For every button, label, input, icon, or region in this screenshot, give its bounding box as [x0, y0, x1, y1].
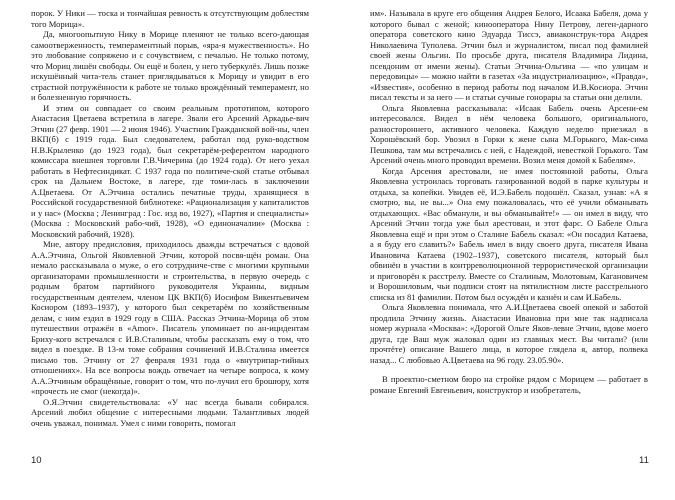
left-text-column	[31, 8, 309, 428]
page-number-right: 11	[639, 455, 649, 466]
paragraph: Когда Арсения арестовали, не имея постоянной работы, Ольга Яковлевна устроилась торговать газированной водой в парке культуры и отдыха, за копейки. Увидев её, И.Э.Бабель подошёл. Сказал, узнав: «А я смотрю, вы, не вы...» Она ему пожаловалась, что её учили обманывать отдыхающих. «Вас обманули, и вы обманывайте!» — он имел в виду, что Арсений Этчин тогда уже был арестован, и этот фарс. О Бабеле Ольга Яковлевна ещё и при этом о Сталине Бабель сказал: «Он посадил Катаева, а я буду его славить?» Бабель имел в виду своего друга, писателя Ивана Ивановича Катаева (1902–1937), советского писателя, который был обвинён в участии в контрреволюционной террористической организации и приговорён к расстрелу. Вместе со Сталиным, Молотовым, Кагановичем и Ворошиловым, чьи подписи стоят на пятилистном листе расстрельного списка из 81 фамилии. Потом был осуждён и казнён и сам И.Бабель.	[370, 165, 648, 302]
paragraph: О.Я.Этчин свидетельствовала: «У нас всегда бывали собирался. Арсений любил общение с интересными людьми. Талантливых людей очень уважал, понимал. Умел с ними говорить, помогал	[31, 396, 309, 428]
left-page	[0, 0, 337, 500]
section-gap	[370, 365, 648, 374]
paragraph: им». Называла в круге его общения Андрея Белого, Исаака Бабеля, дома у которого бывал с женой; кинооператора Нину Петрову, леген-дарного оператора советского кино Эдуарда Тиссэ, авиаконструк-тора Андрея Николаевича Туполева. Этчин был и журналистом, писал под фамилией своей жены Ольгин. По просьбе друга, писателя Владимира Лидина, псевдоним от имени жены). Статьи Этчина-Ольгина — «по улицам и передовицы» — можно найти в газетах «За индустриализацию», «Правда», «Известия», особенно в период работы под началом И.В.Косиора. Этчин писал тексты и за него — и статьи сучные гонорары за статьи они делили.	[370, 8, 648, 102]
paragraph: И этим он совпадает со своим реальным прототипом, которого Анастасия Цветаева встретила в лагере. Звали его Арсений Аркадье-вич Этчин (27 февр. 1901 — 2 июня 1946). Участник Гражданской вой-ны, член ВКП(б) с 1919 года. Был следователем, работал под руко-водством Н.В.Крыленко (до 1923 года), был секретарём-референтом народного комиссара внешнея торговли Г.В.Чичерина (до 1924 года). От него уехал работать в Нефтесиндикат. С 1937 года по политиче-ской статье отбывал срок на Дальнем Востоке, в лагере, где томи-лась в заключении А.Цветаева. От А.Этчина остались печатные труды, хранящиеся в Российской государственной библиотеке: «Рационализация у капиталистов и у нас» (Москва ; Ленинград : Гос. изд во, 1927), «Партия и специалисты» (Москва : Московский рабо-чий, 1928), «О единоначалии» (Москва : Московский рабочий, 1928).	[31, 102, 309, 239]
paragraph: Ольга Яковлевна рассказывала: «Исаак Бабель очень Арсени-ем интересовался. Видел в нём человека большого, оригинального, разностороннего, активного человека. Каждую неделю приезжал в Хорошёвский бор. Увозил в Горки к жене сына М.Горького, Мак-сима Пешкова, там мы встречались с ней, с Надеждой, невесткой Горького. Там Арсений очень много проводил времени. Возил меня домой к Бабелям».	[370, 102, 648, 165]
paragraph: Да, многоопытную Нику в Морице пленяют не только всего-дающая самоотверженность, темпераментный порыв, «яра-я мужественность». Но это любование сопряжено и с сочувствием, с печалью. Не только потому, что Мориц лишён свободы. Он ещё и болен, у него туберкулёз. Лишь позже искушённый чита-тель станет приглядываться к Морицу и увидит в его страстной потрyжённости к работе не только врождённый темперамент, но и болезненную горячность.	[31, 29, 309, 102]
right-page	[337, 0, 675, 500]
page-number-left: 10	[31, 455, 42, 466]
paragraph: Ольга Яковлевна понимала, что А.И.Цветаева своей опекой и заботой продлила Этчину жизнь. Анастасии Ивановна при мне так надписала номер журнала «Москва»: «Дорогой Ольге Яков-левне Этчин, вдове моего друга, где Ваш муж жаловал один из главных мест. Вы читали? (или прочтёте) описание Вашего лица, в которое глядела я, автор, полвека назад... С любовью А.Цветаева на 96 году. 23.05.90».	[370, 302, 648, 365]
paragraph: Мне, автору предисловия, приходилось дважды встречаться с вдовой А.А.Этчина, Ольгой Яковлевной Этчин, которой посвя-щён роман. Она немало рассказывала о муже, о его сотрудниче-стве с многими крупными организаторами промышленности и строительства, в первую очередь с родным братом партийного руководителя Украины, видным государственным деятелем, членом ЦК ВКП(б) Иосифом Викентьевичем Косиором (1893–1937), у которого был секретарём по хозяйственным делам, с ним ездил в 1929 году в США. Рассказ Этчина-Морица об этом путешествии отражён в «Amor». Писатель упоминает по ан-ицидентам Бриху-кого встречался с И.В.Сталиным, чтобы рассказать ему о том, что видел в поездке. В 13-м томе собрания сочинений И.В.Сталина имеется письмо тов. Этчину от 27 февраля 1931 года о «внутрипар-тийных отношениях». На все вопросы вождь отвечает на четыре вопроса, к кому А.А.Этчиным обращённые, говорит о том, что по-лучил его брошюру, хотя «прочесть не смог (некогда)».	[31, 239, 309, 396]
right-text-column	[370, 8, 648, 395]
paragraph: В проектно-сметном бюро на стройке рядом с Морицем — работает в романе Евгений Евгеньевич, конструктор и изобретатель,	[370, 374, 648, 395]
paragraph: порок. У Ники — тоска и тончайшая ревность к отсутствующим доблестям того Морица».	[31, 8, 309, 29]
